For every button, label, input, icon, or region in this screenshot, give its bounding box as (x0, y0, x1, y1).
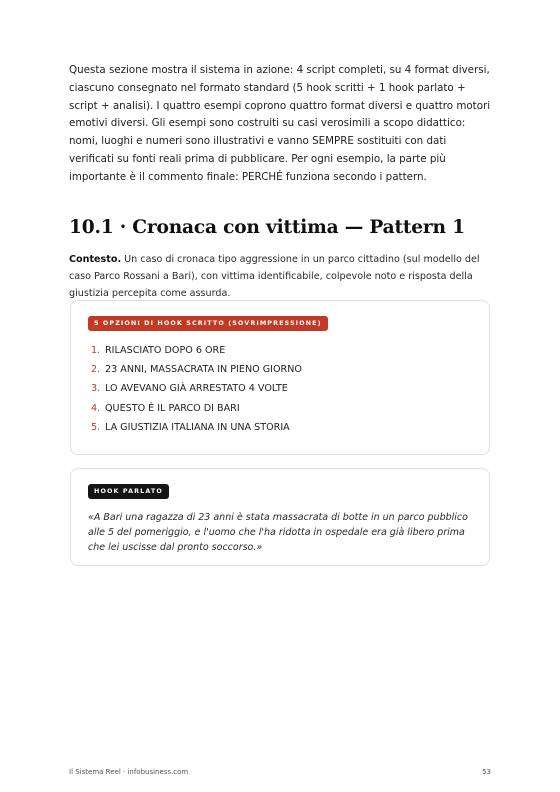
hook-text: LA GIUSTIZIA ITALIANA IN UNA STORIA (105, 421, 290, 433)
context-label: Contesto. (69, 253, 122, 265)
context-paragraph (69, 251, 491, 302)
hook-text: 23 ANNI, MASSACRATA IN PIENO GIORNO (105, 364, 302, 376)
hook-text: RILASCIATO DOPO 6 ORE (105, 345, 226, 356)
intro-paragraph: Questa sezione mostra il sistema in azione: 4 script completi, su 4 format diversi, ciascuno consegnato nel formato standard (5 hook scritti + 1 hook parlato + script + analisi). I quattro esempi coprono quattro format diversi e quattro motori emotivi diversi. Gli esempi sono costruiti su casi verosimili a scopo didattico: nomi, luoghi e numeri sono illustrativi e vanno SEMPRE sostituiti con dati verificati su fonti reali prima di pubblicare. Per ogni esempio, la parte più importante è il commento finale: PERCHÉ funziona secondo i pattern. (69, 64, 491, 183)
spoken-hook-tag: HOOK PARLATO (88, 484, 169, 499)
hook-item (91, 360, 302, 379)
spoken-hook-quote: «A Bari una ragazza di 23 anni è stata massacrata di botte in un parco pubblico alle 5 del pomeriggio, e l'uomo che l'ha ridotta in ospedale era già libero prima che lei uscisse dal pronto soccorso.» (88, 512, 468, 553)
hook-item (91, 399, 302, 418)
page-number: 53 (482, 768, 491, 776)
hook-number: 2. (91, 364, 101, 376)
hook-item (91, 379, 302, 398)
written-hooks-list (91, 341, 302, 437)
hook-number: 1. (91, 345, 101, 356)
hook-number: 4. (91, 402, 101, 414)
hook-number: 3. (91, 383, 101, 395)
spoken-hook-card (70, 468, 490, 566)
footer-source: Il Sistema Reel · infobusiness.com (69, 768, 189, 776)
hook-item (91, 341, 302, 360)
hook-number: 5. (91, 421, 101, 433)
context-text: Un caso di cronaca tipo aggressione in un parco cittadino (sul modello del caso Parco Rossani a Bari), con vittima identificabile, colpevole noto e risposta della giustizia percepita come assurda. (69, 253, 480, 299)
hook-text: LO AVEVANO GIÀ ARRESTATO 4 VOLTE (105, 383, 288, 395)
written-hooks-tag: 5 OPZIONI DI HOOK SCRITTO (SOVRIMPRESSIONE) (88, 316, 328, 331)
section-title: 10.1 · Cronaca con vittima — Pattern 1 (69, 216, 465, 238)
hook-text: QUESTO È IL PARCO DI BARI (105, 402, 240, 414)
page-content (69, 62, 491, 302)
hook-item (91, 418, 302, 437)
written-hooks-card (70, 300, 490, 455)
